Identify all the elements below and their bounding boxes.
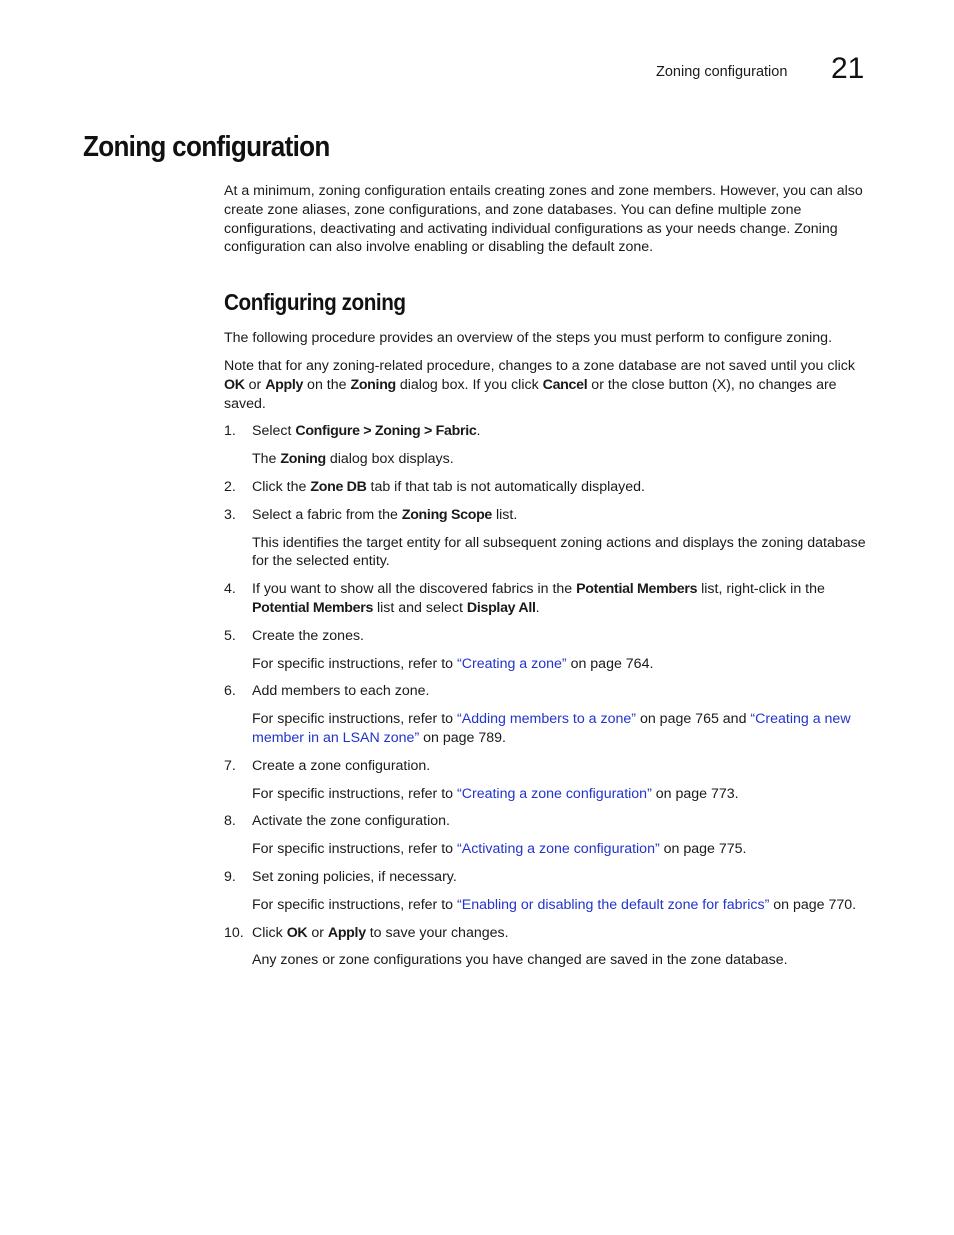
step-5-detail: For specific instructions, refer to “Creating a zone” on page 764.	[252, 655, 654, 672]
overview-paragraph: The following procedure provides an overview of the steps you must perform to configure zoning.	[224, 330, 833, 347]
step-9-detail: For specific instructions, refer to “Enabling or disabling the default zone for fabrics” on page 770.	[252, 896, 857, 913]
step-10-detail: Any zones or zone configurations you have changed are saved in the zone database.	[252, 952, 788, 969]
step-6: 6. Add members to each zone.	[224, 683, 430, 700]
step-3-detail: This identifies the target entity for all subsequent zoning actions and displays the zoning database for the selected entity.	[252, 534, 866, 570]
step-2: 2. Click the Zone DB tab if that tab is not automatically displayed.	[224, 478, 645, 495]
step-6-detail: For specific instructions, refer to “Adding members to a zone” on page 765 and “Creating a new member in an LSAN zone” on page 789.	[252, 711, 851, 746]
zoning-term: Zoning	[350, 376, 396, 393]
running-head: Zoning configuration	[656, 64, 788, 80]
section-heading: Configuring zoning	[224, 289, 406, 316]
link-default-zone[interactable]: “Enabling or disabling the default zone for fabrics”	[457, 896, 770, 913]
step-5: 5. Create the zones.	[224, 627, 364, 644]
step-10: 10. Click OK or Apply to save your changes.	[224, 924, 509, 941]
apply-term: Apply	[265, 376, 304, 393]
step-8: 8. Activate the zone configuration.	[224, 813, 450, 830]
page-title: Zoning configuration	[83, 131, 330, 163]
note-paragraph: Note that for any zoning-related procedure, changes to a zone database are not saved until you click OK or Apply on the Zoning dialog box. If you click Cancel or the close button (X), no changes are saved.	[224, 357, 855, 412]
menu-path: Configure > Zoning > Fabric	[295, 423, 477, 440]
link-activating-zone-config[interactable]: “Activating a zone configuration”	[457, 841, 660, 858]
step-3: 3. Select a fabric from the Zoning Scope list.	[224, 506, 518, 523]
link-creating-zone-config[interactable]: “Creating a zone configuration”	[457, 785, 652, 802]
link-creating-a-zone[interactable]: “Creating a zone”	[457, 655, 567, 672]
procedure-list	[224, 422, 872, 970]
intro-paragraph: At a minimum, zoning configuration entails creating zones and zone members. However, you can also create zone aliases, zone configurations, and zone databases. You can define multiple zone configurations, deactivating and activating individual configurations as your needs change. Zoning configuration can also involve enabling or disabling the default zone.	[224, 183, 863, 256]
step-1: 1. Select Configure > Zoning > Fabric.	[224, 423, 481, 440]
ok-term: OK	[224, 376, 245, 393]
link-lsan-member[interactable]: “Creating a new member in an LSAN zone”	[252, 711, 851, 746]
step-7: 7. Create a zone configuration.	[224, 757, 431, 774]
step-1-detail: The Zoning dialog box displays.	[252, 451, 454, 468]
link-adding-members[interactable]: “Adding members to a zone”	[457, 711, 637, 728]
step-9: 9. Set zoning policies, if necessary.	[224, 868, 457, 885]
main-content	[224, 182, 872, 979]
chapter-number: 21	[831, 52, 865, 85]
step-4: 4. If you want to show all the discovered fabrics in the Potential Members list, right-click in the Potential Members list and select Display All.	[224, 581, 825, 616]
step-8-detail: For specific instructions, refer to “Activating a zone configuration” on page 775.	[252, 841, 747, 858]
cancel-term: Cancel	[542, 376, 588, 393]
step-7-detail: For specific instructions, refer to “Creating a zone configuration” on page 773.	[252, 785, 739, 802]
